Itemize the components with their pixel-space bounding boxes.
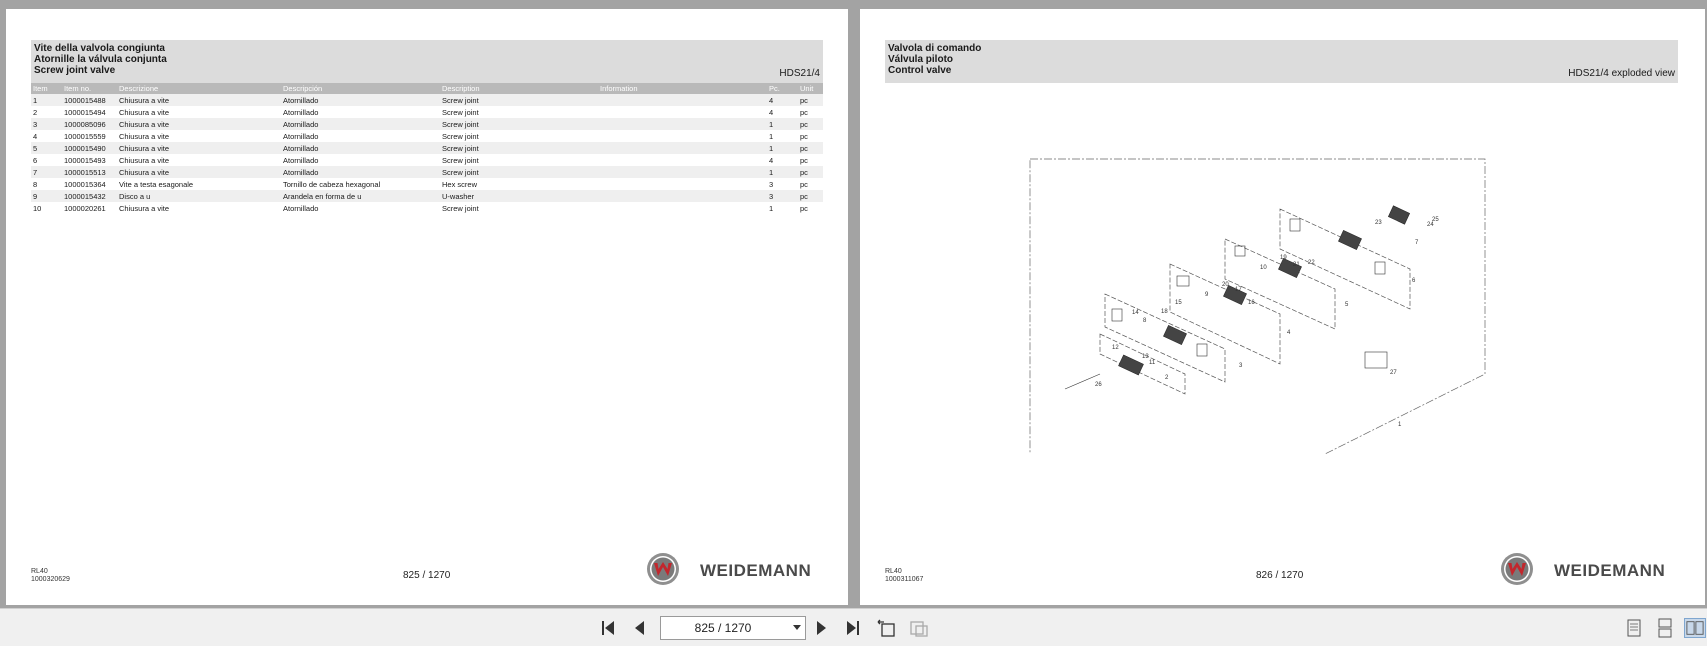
row-item-no: 1000015488 xyxy=(64,96,106,105)
col-item: Item xyxy=(33,84,48,93)
row-item-no: 1000015513 xyxy=(64,168,106,177)
chevron-down-icon[interactable] xyxy=(793,625,801,630)
svg-text:14: 14 xyxy=(1132,310,1139,316)
row-unit: pc xyxy=(800,132,808,141)
row-descripcion: Tornillo de cabeza hexagonal xyxy=(283,180,381,189)
row-item-no: 1000015493 xyxy=(64,156,106,165)
row-item-no: 1000020261 xyxy=(64,204,106,213)
weidemann-emblem-icon xyxy=(1500,552,1534,586)
row-item-no: 1000015559 xyxy=(64,132,106,141)
svg-text:3: 3 xyxy=(1239,363,1243,369)
row-descripcion: Arandela en forma de u xyxy=(283,192,362,201)
table-row xyxy=(31,118,823,130)
exploded-view-drawing xyxy=(1025,134,1525,454)
row-descrizione: Chiusura a vite xyxy=(119,168,170,177)
row-pc: 1 xyxy=(769,168,774,177)
row-pc: 1 xyxy=(769,120,774,129)
row-descrizione: Chiusura a vite xyxy=(119,156,170,165)
assembly-code: HDS21/4 exploded view xyxy=(1568,68,1675,79)
row-unit: pc xyxy=(800,108,808,117)
row-pc: 1 xyxy=(769,132,774,141)
row-description: Screw joint xyxy=(442,144,479,153)
row-pc: 4 xyxy=(769,108,774,117)
section-outline xyxy=(1105,294,1225,382)
two-page-icon[interactable] xyxy=(1684,618,1706,638)
forward-view-icon[interactable] xyxy=(908,618,930,638)
svg-text:17: 17 xyxy=(1235,287,1242,293)
row-unit: pc xyxy=(800,192,808,201)
footer-model: RL40 xyxy=(885,568,902,575)
row-item: 5 xyxy=(33,144,38,153)
row-pc: 3 xyxy=(769,180,774,189)
col-unit: Unit xyxy=(800,84,814,93)
svg-text:15: 15 xyxy=(1175,300,1182,306)
svg-text:5: 5 xyxy=(1345,302,1349,308)
row-item: 8 xyxy=(33,180,38,189)
page-number: 825 / 1270 xyxy=(403,570,451,581)
row-descripcion: Atornillado xyxy=(283,144,319,153)
page-number-input[interactable] xyxy=(663,619,783,637)
title-italian: Vite della valvola congiunta xyxy=(34,43,165,54)
table-row xyxy=(31,94,823,106)
svg-text:20: 20 xyxy=(1222,282,1229,288)
svg-text:9: 9 xyxy=(1205,292,1209,298)
viewer-toolbar xyxy=(0,608,1707,646)
row-item-no: 1000085096 xyxy=(64,120,106,129)
single-page-icon[interactable] xyxy=(1623,618,1645,638)
col-description: Description xyxy=(442,84,480,93)
table-row xyxy=(31,178,823,190)
row-item-no: 1000015432 xyxy=(64,192,106,201)
row-descrizione: Chiusura a vite xyxy=(119,204,170,213)
row-descrizione: Chiusura a vite xyxy=(119,108,170,117)
svg-text:8: 8 xyxy=(1143,318,1147,324)
row-item-no: 1000015490 xyxy=(64,144,106,153)
svg-text:24: 24 xyxy=(1427,222,1434,228)
svg-text:18: 18 xyxy=(1161,309,1168,315)
svg-text:13: 13 xyxy=(1142,354,1149,360)
svg-text:27: 27 xyxy=(1390,370,1397,376)
row-descrizione: Disco a u xyxy=(119,192,151,201)
row-descripcion: Atornillado xyxy=(283,132,319,141)
col-descripcion: Descripción xyxy=(283,84,323,93)
row-item: 1 xyxy=(33,96,38,105)
logo-text: WEIDEMANN xyxy=(700,561,812,580)
row-item: 2 xyxy=(33,108,38,117)
row-item-no: 1000015494 xyxy=(64,108,106,117)
row-unit: pc xyxy=(800,120,808,129)
svg-text:16: 16 xyxy=(1248,300,1255,306)
row-descrizione: Chiusura a vite xyxy=(119,132,170,141)
row-item: 10 xyxy=(33,204,42,213)
row-description: Screw joint xyxy=(442,120,479,129)
page-header xyxy=(31,40,823,83)
row-pc: 4 xyxy=(769,156,774,165)
col-descrizione: Descrizione xyxy=(119,84,159,93)
weidemann-logo xyxy=(646,552,816,588)
last-page-icon[interactable] xyxy=(841,618,863,638)
row-description: Screw joint xyxy=(442,96,479,105)
svg-text:21: 21 xyxy=(1293,262,1300,268)
title-english: Screw joint valve xyxy=(34,65,116,76)
footer-id xyxy=(885,568,923,584)
row-descripcion: Atornillado xyxy=(283,168,319,177)
logo-text: WEIDEMANN xyxy=(1554,561,1666,580)
svg-text:4: 4 xyxy=(1287,330,1291,336)
footer-doc-number: 1000320629 xyxy=(31,576,70,583)
svg-text:23: 23 xyxy=(1375,220,1382,226)
row-unit: pc xyxy=(800,180,808,189)
row-pc: 1 xyxy=(769,204,774,213)
row-item: 6 xyxy=(33,156,38,165)
row-description: Screw joint xyxy=(442,168,479,177)
row-descrizione: Chiusura a vite xyxy=(119,96,170,105)
row-descrizione: Vite a testa esagonale xyxy=(119,180,194,189)
title-spanish: Atornille la válvula conjunta xyxy=(34,54,167,65)
col-pc: Pc. xyxy=(769,84,780,93)
title-italian: Valvola di comando xyxy=(888,43,982,54)
svg-text:7: 7 xyxy=(1415,240,1419,246)
table-row xyxy=(31,154,823,166)
frame-outline xyxy=(1030,159,1485,454)
back-view-icon[interactable] xyxy=(875,618,897,638)
table-row xyxy=(31,202,823,214)
section-outline xyxy=(1280,209,1410,309)
row-description: Screw joint xyxy=(442,132,479,141)
row-pc: 4 xyxy=(769,96,774,105)
page-selector[interactable] xyxy=(660,616,806,640)
row-item: 9 xyxy=(33,192,38,201)
svg-text:19: 19 xyxy=(1280,255,1287,261)
svg-text:1: 1 xyxy=(1398,422,1402,428)
svg-text:26: 26 xyxy=(1095,382,1102,388)
title-spanish: Válvula piloto xyxy=(888,54,954,65)
row-description: Screw joint xyxy=(442,108,479,117)
svg-text:2: 2 xyxy=(1165,375,1169,381)
table-row xyxy=(31,190,823,202)
svg-text:10: 10 xyxy=(1260,265,1267,271)
svg-text:11: 11 xyxy=(1149,360,1156,366)
footer-id xyxy=(31,568,70,584)
table-row xyxy=(31,142,823,154)
row-descripcion: Atornillado xyxy=(283,156,319,165)
weidemann-emblem-icon xyxy=(646,552,680,586)
row-item: 3 xyxy=(33,120,38,129)
svg-text:22: 22 xyxy=(1308,260,1315,266)
row-pc: 1 xyxy=(769,144,774,153)
row-descrizione: Chiusura a vite xyxy=(119,144,170,153)
svg-text:25: 25 xyxy=(1432,217,1439,223)
title-english: Control valve xyxy=(888,65,952,76)
row-unit: pc xyxy=(800,96,808,105)
footer-doc-number: 1000311067 xyxy=(885,576,924,583)
parts-table-header xyxy=(31,83,823,94)
page-number: 826 / 1270 xyxy=(1256,570,1304,581)
row-unit: pc xyxy=(800,144,808,153)
row-description: Screw joint xyxy=(442,156,479,165)
table-row xyxy=(31,166,823,178)
continuous-icon[interactable] xyxy=(1654,618,1676,638)
callout-labels xyxy=(1095,217,1439,428)
footer-model: RL40 xyxy=(31,568,48,575)
page-826 xyxy=(860,9,1705,605)
row-item-no: 1000015364 xyxy=(64,180,106,189)
row-pc: 3 xyxy=(769,192,774,201)
first-page-icon[interactable] xyxy=(598,618,620,638)
table-row xyxy=(31,106,823,118)
row-item: 7 xyxy=(33,168,38,177)
next-page-icon[interactable] xyxy=(810,618,832,638)
row-descripcion: Atornillado xyxy=(283,96,319,105)
svg-text:12: 12 xyxy=(1112,345,1119,351)
row-unit: pc xyxy=(800,204,808,213)
row-descripcion: Atornillado xyxy=(283,108,319,117)
prev-page-icon[interactable] xyxy=(629,618,651,638)
row-description: U-washer xyxy=(442,192,475,201)
svg-text:6: 6 xyxy=(1412,278,1416,284)
page-825 xyxy=(6,9,848,605)
assembly-code: HDS21/4 xyxy=(779,68,820,79)
page-header xyxy=(885,40,1678,83)
row-descripcion: Atornillado xyxy=(283,120,319,129)
row-description: Hex screw xyxy=(442,180,478,189)
row-unit: pc xyxy=(800,168,808,177)
row-item: 4 xyxy=(33,132,38,141)
parts-table-body xyxy=(31,94,823,214)
row-descripcion: Atornillado xyxy=(283,204,319,213)
col-information: Information xyxy=(600,84,638,93)
row-description: Screw joint xyxy=(442,204,479,213)
table-row xyxy=(31,130,823,142)
weidemann-logo xyxy=(1500,552,1670,588)
col-item-no: Item no. xyxy=(64,84,92,93)
row-unit: pc xyxy=(800,156,808,165)
row-descrizione: Chiusura a vite xyxy=(119,120,170,129)
